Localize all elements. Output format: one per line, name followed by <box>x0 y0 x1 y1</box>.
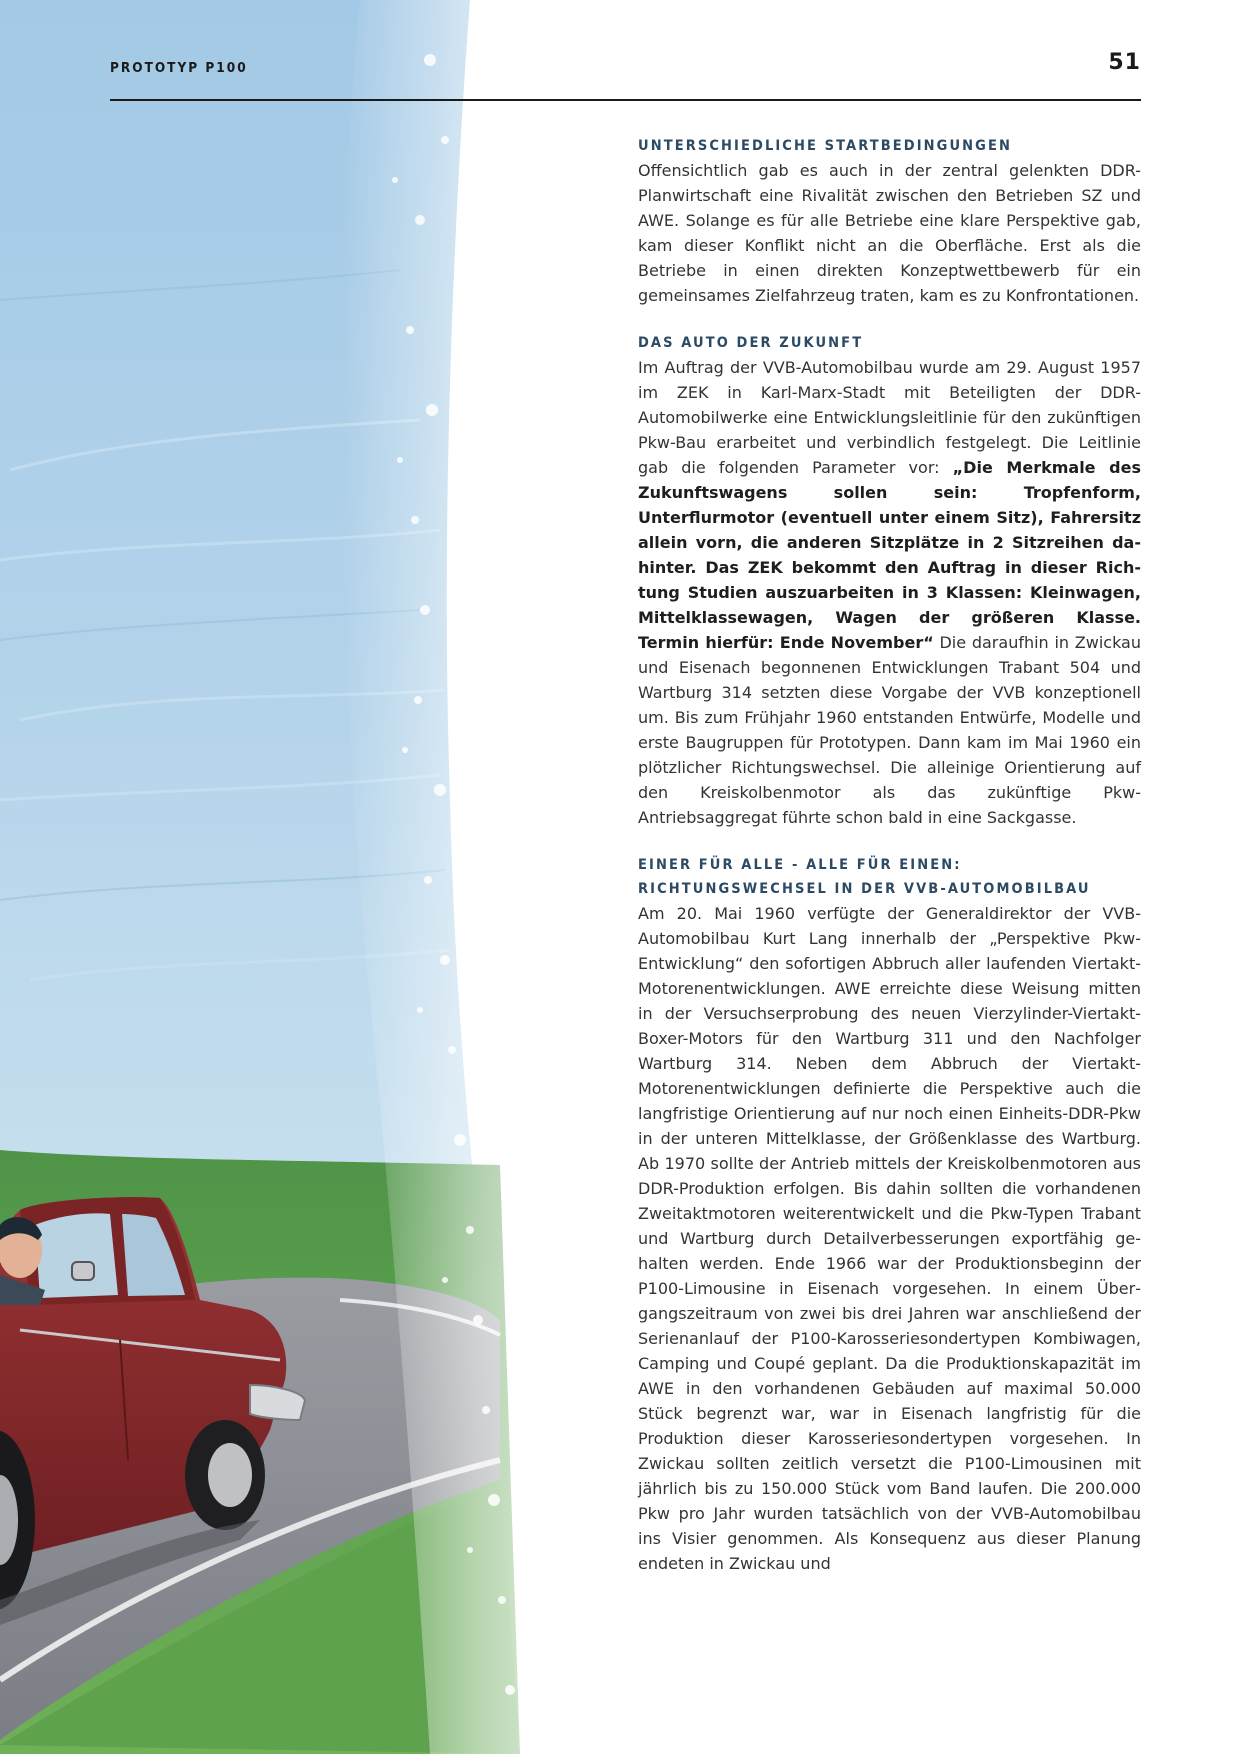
body-text-before-quote: Im Auftrag der VVB-Automobilbau wurde am 29. August 1957 im ZEK in Karl-Marx-Stadt mit Beteiligten der DDR-Automobilwerke eine Entwicklungsleitlinie für den zukünftigen Pkw-Bau erarbeitet und verbindlich festgelegt. Die Leitlinie gab die folgenden Parameter vor: <box>638 358 1141 477</box>
section-gap <box>638 308 1141 331</box>
section-heading: UNTERSCHIEDLICHE STARTBEDINGUNGEN <box>638 138 1013 154</box>
section-heading: EINER FÜR ALLE - ALLE FÜR EINEN: RICHTUNGSWECHSEL IN DER VVB-AUTOMOBILBAU <box>638 857 1091 897</box>
section-body <box>638 355 1141 830</box>
running-title: PROTOTYP P100 <box>110 60 248 76</box>
page-number: 51 <box>1108 50 1141 75</box>
section-body: Am 20. Mai 1960 verfügte der Generaldirektor der VVB-Automobilbau Kurt Lang innerhalb der „Perspektive Pkw-Entwicklung“ den sofortigen Abbruch aller laufenden Viertakt-Motorenentwicklungen. AWE erreichte diese Weisung mitten in der Versuchserprobung des neuen Vierzylinder-Viertakt-Boxer-Motors für den Wartburg 311 und den Nachfolger Wartburg 314. Neben dem Abbruch der Viertakt-Motorenentwicklungen definierte die Perspektive auch die langfristige Orientierung auf nur noch einen Einheits-DDR-Pkw in der unteren Mittelklasse, der Größenklasse des Wartburg. Ab 1970 sollte der Antrieb mittels der Kreiskolbenmotoren aus DDR-Produktion erfolgen. Bis dahin sollten die vorhandenen Zweitaktmotoren weiterentwickelt und die Pkw-Typen Trabant und Wartburg durch Detailverbesserungen exportfähig gehalten werden. Ende 1966 war der Produktionsbeginn der P100-Limousine in Eisenach vorgesehen. In einem Übergangszeitraum von zwei bis drei Jahren war anschließend der Serienanlauf der P100-Karosseriesondertypen Kombiwagen, Camping und Coupé geplant. Da die Produktionskapazität im AWE in den vorhandenen Gebäuden auf maximal 50.000 Stück begrenzt war, war in Eisenach langfristig für die Produktion dieser Karosseriesondertypen vorgesehen. In Zwickau sollten zeitlich versetzt die P100-Limousinen mit jährlich bis zu 150.000 Stück vom Band laufen. Die 200.000 Pkw pro Jahr wurden tatsächlich von der VVB-Automobilbau ins Visier genommen. Als Konsequenz aus dieser Planung endeten in Zwickau und <box>638 904 1141 1573</box>
header-rule <box>110 99 1141 101</box>
section-body: Offensichtlich gab es auch in der zentral gelenkten DDR-Planwirtschaft eine Rivalität zwischen den Betrieben SZ und AWE. Solange es für alle Betriebe eine klare Perspektive gab, kam dieser Konflikt nicht an die Oberfläche. Erst als die Betriebe in einen direkten Konzeptwettbewerb für ein gemeinsames Zielfahrzeug traten, kam es zu Konfrontationen. <box>638 161 1141 305</box>
body-text-after-quote: Die daraufhin in Zwickau und Eisenach begonnenen Entwicklungen Trabant 504 und Wartburg 314 setzten diese Vorgabe der VVB konzeptionell um. Bis zum Frühjahr 1960 entstanden Entwürfe, Modelle und erste Baugruppen für Prototypen. Dann kam im Mai 1960 ein plötzlicher Richtungswechsel. Die alleinige Orientierung auf den Kreiskolbenmotor als das zukünftige Pkw-Antriebsaggregat führte schon bald in eine Sackgasse. <box>638 633 1142 827</box>
bold-quote: „Die Merkmale des Zukunftswagens sollen sein: Tropfenform, Unterflurmotor (eventuell unter einem Sitz), Fahrersitz allein vorn, die anderen Sitzplätze in 2 Sitzreihen dahinter. Das ZEK bekommt den Auftrag in dieser Richtung Studien auszuarbeiten in 3 Klassen: Kleinwagen, Mittelklassewagen, Wagen der größeren Klasse. Termin hierfür: Ende November“ <box>638 458 1141 652</box>
section-gap <box>638 830 1141 853</box>
section-heading: DAS AUTO DER ZUKUNFT <box>638 335 864 351</box>
text-column <box>638 134 1141 1576</box>
